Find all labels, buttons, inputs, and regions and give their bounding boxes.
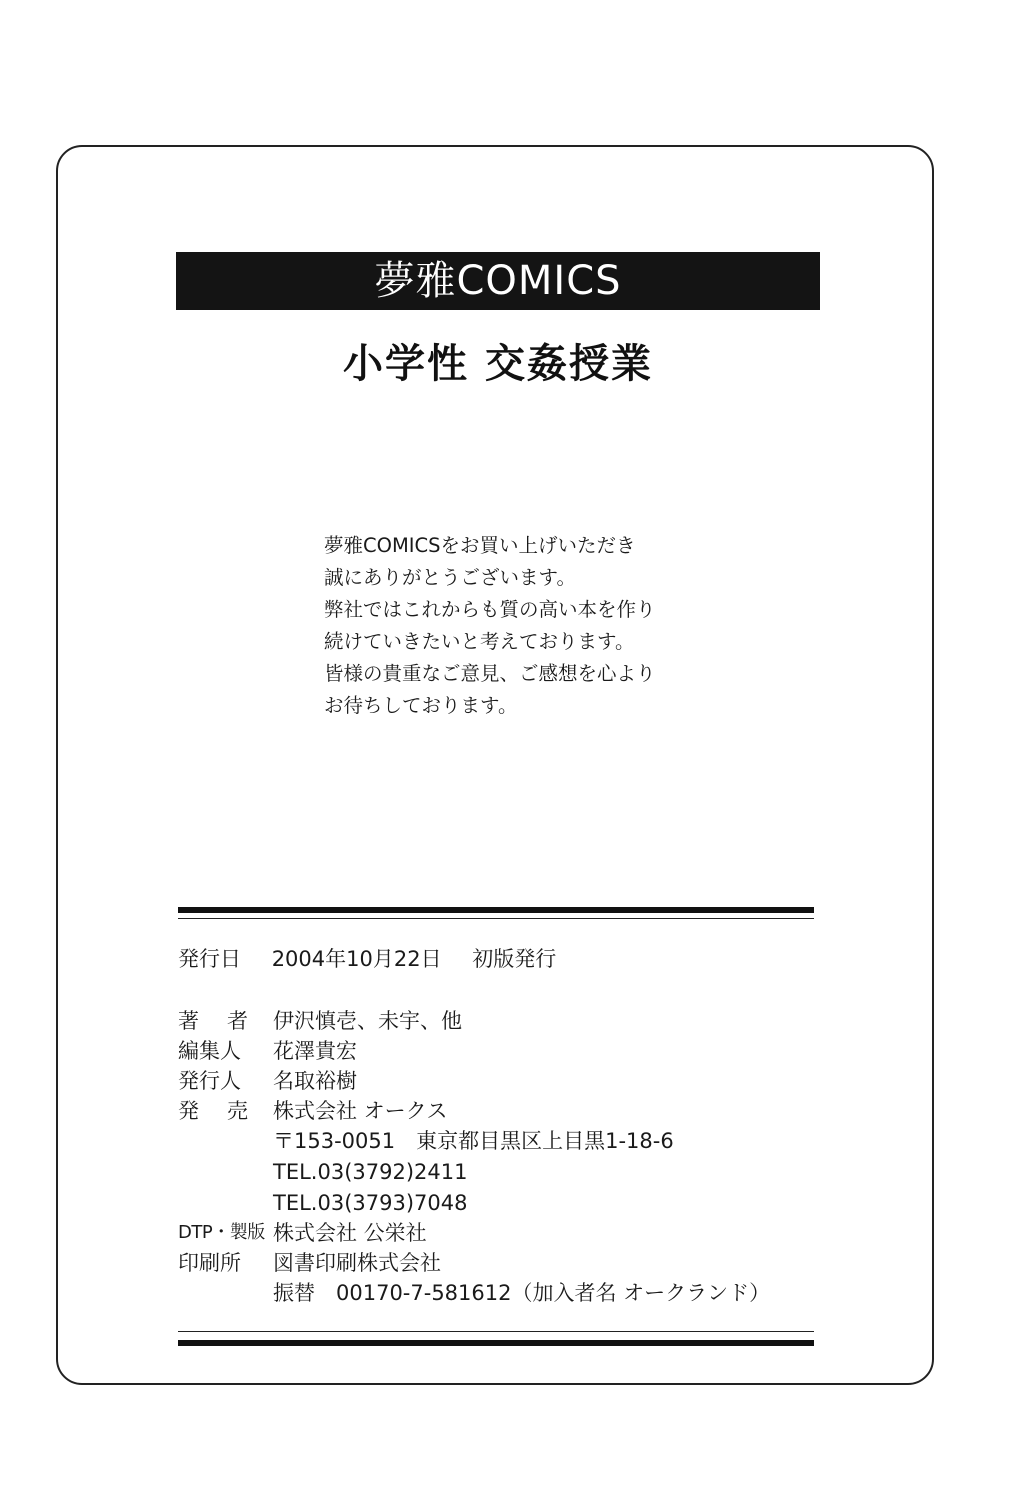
tel-value-2: TEL.03(3793)7048: [273, 1191, 468, 1215]
seller-value: 株式会社 オークス: [273, 1099, 448, 1123]
seller-label-char: 売: [227, 1099, 248, 1123]
message-line: 誠にありがとうございます。: [324, 566, 576, 589]
issue-edition: 初版発行: [472, 947, 557, 971]
bottom-thin-rule: [178, 1331, 814, 1332]
top-thick-rule: [178, 907, 814, 913]
thank-you-message: [324, 530, 744, 722]
publisher-person-label: 発行人: [178, 1069, 241, 1093]
dtp-label: DTP・製版: [178, 1222, 265, 1243]
transfer-value: 振替 00170-7-581612（加入者名 オークランド）: [273, 1281, 771, 1305]
imprint-label-bar: [176, 252, 820, 310]
message-line: 夢雅COMICSをお買い上げいただき: [324, 534, 636, 557]
top-thin-rule: [178, 918, 814, 919]
bottom-thick-rule: [178, 1340, 814, 1346]
book-title: 小学性 交姦授業: [343, 340, 653, 387]
author-label-char: 者: [227, 1009, 248, 1033]
colophon-frame: [56, 145, 934, 1385]
issue-row: [178, 944, 580, 974]
publisher-person-value: 名取裕樹: [273, 1069, 357, 1093]
author-label: [178, 1006, 248, 1036]
message-line: 皆様の貴重なご意見、ご感想を心より: [324, 662, 656, 685]
seller-label-char: 発: [178, 1099, 199, 1123]
author-value: 伊沢慎壱、未宇、他: [273, 1009, 462, 1033]
printer-value: 図書印刷株式会社: [273, 1251, 441, 1275]
message-line: 弊社ではこれからも質の高い本を作り: [324, 598, 656, 621]
author-label-char: 著: [178, 1009, 199, 1033]
tel-value-1: TEL.03(3792)2411: [273, 1160, 468, 1184]
issue-date: 2004年10月22日: [271, 947, 442, 971]
editor-label: 編集人: [178, 1039, 241, 1063]
message-line: お待ちしております。: [324, 694, 518, 717]
issue-label: 発行日: [178, 947, 241, 971]
seller-label: [178, 1096, 248, 1126]
message-line: 続けていきたいと考えております。: [324, 630, 635, 653]
editor-value: 花澤貴宏: [273, 1039, 357, 1063]
address-value: 〒153-0051 東京都目黒区上目黒1-18-6: [273, 1129, 674, 1153]
imprint-label: 夢雅COMICS: [374, 258, 622, 304]
dtp-value: 株式会社 公栄社: [273, 1221, 427, 1245]
printer-label: 印刷所: [178, 1251, 241, 1275]
